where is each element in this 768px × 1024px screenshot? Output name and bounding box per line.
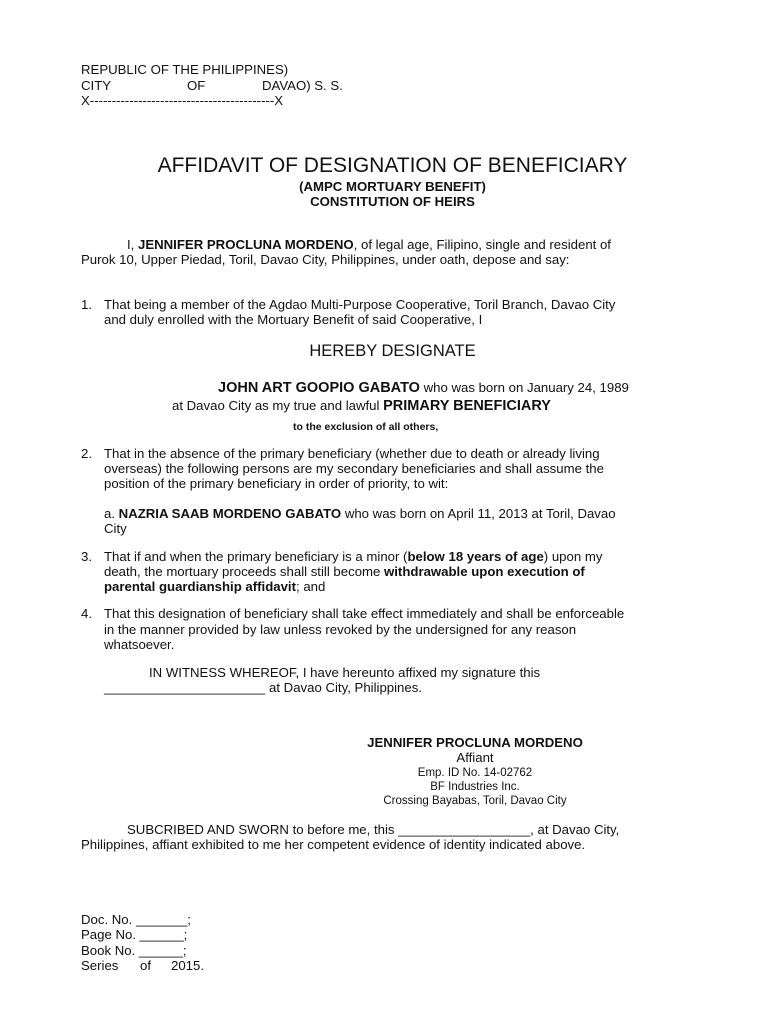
notary-series-label: Series bbox=[81, 958, 119, 973]
notary-book-no: Book No. ______; bbox=[81, 943, 187, 958]
signature-role: Affiant bbox=[456, 750, 494, 765]
hereby-designate: HEREBY DESIGNATE bbox=[309, 342, 476, 360]
primary-beneficiary-label: PRIMARY BENEFICIARY bbox=[383, 398, 551, 414]
item-3-l3-b: ; and bbox=[296, 579, 326, 594]
item-2-line-1 bbox=[104, 446, 704, 462]
item-2-line-3: position of the primary beneficiary in order of priority, to wit: bbox=[104, 476, 449, 491]
item-4-line-1 bbox=[104, 606, 704, 622]
item-2-line-2-text: overseas) the following persons are my secondary beneficiaries and shall assume the bbox=[104, 461, 604, 476]
jurat-line-1 bbox=[127, 822, 704, 838]
item-1-line-1: That being a member of the Agdao Multi-Purpose Cooperative, Toril Branch, Davao City bbox=[104, 297, 616, 312]
intro-line-1 bbox=[127, 237, 704, 253]
secondary-letter: a. bbox=[104, 506, 119, 521]
primary-born: who was born on January 24, 1989 bbox=[419, 380, 629, 395]
signature-name: JENNIFER PROCLUNA MORDENO bbox=[367, 735, 583, 750]
item-3-line-1 bbox=[104, 549, 704, 565]
primary-line-2 bbox=[172, 398, 551, 415]
notary-page-no: Page No. ______; bbox=[81, 927, 188, 942]
primary-line-2-prefix: at Davao City as my true and lawful bbox=[172, 398, 384, 413]
caption-city: CITY bbox=[81, 78, 112, 93]
item-4-line-1-text: That this designation of beneficiary shall take effect immediately and shall be enforceable bbox=[104, 606, 625, 621]
item-1-number: 1. bbox=[81, 297, 92, 312]
secondary-beneficiary-name: NAZRIA SAAB MORDENO GABATO bbox=[118, 506, 342, 521]
item-3-l2-b: withdrawable upon execution of bbox=[384, 564, 585, 579]
signature-address: Crossing Bayabas, Toril, Davao City bbox=[383, 795, 567, 807]
intro-prefix: I, bbox=[127, 237, 138, 252]
secondary-line-1 bbox=[104, 506, 704, 522]
exclusion-note: to the exclusion of all others, bbox=[293, 421, 439, 433]
primary-line-1 bbox=[218, 380, 629, 397]
affiant-name: JENNIFER PROCLUNA MORDENO bbox=[138, 237, 354, 252]
item-3-line-2 bbox=[104, 564, 704, 580]
item-4-line-2-text: in the manner provided by law unless revoked by the undersigned for any reason bbox=[104, 622, 577, 637]
item-3-l1-a: That if and when the primary beneficiary is a minor ( bbox=[104, 549, 408, 564]
item-2-number: 2. bbox=[81, 446, 92, 461]
secondary-line-2: City bbox=[104, 521, 127, 536]
item-3-l2-a: death, the mortuary proceeds shall still become bbox=[104, 564, 385, 579]
notary-series-of: of bbox=[140, 958, 151, 973]
item-3-l3-a: parental guardianship affidavit bbox=[104, 579, 296, 594]
item-2-line-1-text: That in the absence of the primary beneficiary (whether due to death or already living bbox=[104, 446, 600, 461]
document-title: AFFIDAVIT OF DESIGNATION OF BENEFICIARY bbox=[157, 154, 628, 177]
caption-of: OF bbox=[187, 78, 206, 93]
jurat-line-1-text: SUBCRIBED AND SWORN to before me, this __________________, at Davao City, bbox=[127, 822, 620, 837]
item-3-l1-c: ) upon my bbox=[543, 549, 603, 564]
item-2-line-2 bbox=[104, 461, 704, 477]
item-3-number: 3. bbox=[81, 549, 92, 564]
caption-line-3: X------------------------------------------X bbox=[81, 93, 284, 108]
document-subtitle-2: CONSTITUTION OF HEIRS bbox=[310, 194, 475, 209]
item-4-number: 4. bbox=[81, 606, 92, 621]
witness-line-1 bbox=[149, 665, 704, 681]
witness-line-1-text: IN WITNESS WHEREOF, I have hereunto affixed my signature this bbox=[149, 665, 541, 680]
intro-rest: , of legal age, Filipino, single and resident of bbox=[353, 237, 611, 252]
signature-company: BF Industries Inc. bbox=[430, 781, 520, 793]
primary-beneficiary-name: JOHN ART GOOPIO GABATO bbox=[218, 380, 420, 396]
notary-doc-no: Doc. No. _______; bbox=[81, 912, 191, 927]
item-3-line-3 bbox=[104, 579, 325, 595]
item-3-l1-b: below 18 years of age bbox=[407, 549, 544, 564]
document-subtitle-1: (AMPC MORTUARY BENEFIT) bbox=[299, 179, 486, 194]
caption-line-1: REPUBLIC OF THE PHILIPPINES) bbox=[81, 62, 289, 77]
signature-emp-id: Emp. ID No. 14-02762 bbox=[417, 767, 533, 779]
intro-line-2: Purok 10, Upper Piedad, Toril, Davao City, Philippines, under oath, depose and say: bbox=[81, 252, 570, 267]
caption-davao: DAVAO) S. S. bbox=[262, 78, 343, 93]
item-1-line-2: and duly enrolled with the Mortuary Benefit of said Cooperative, I bbox=[104, 312, 483, 327]
item-4-line-3: whatsoever. bbox=[104, 637, 175, 652]
item-4-line-2 bbox=[104, 622, 704, 638]
notary-series-year: 2015. bbox=[171, 958, 205, 973]
witness-line-2: ______________________ at Davao City, Philippines. bbox=[104, 680, 422, 695]
jurat-line-2: Philippines, affiant exhibited to me her competent evidence of identity indicated above. bbox=[81, 837, 586, 852]
secondary-rest: who was born on April 11, 2013 at Toril, Davao bbox=[341, 506, 616, 521]
